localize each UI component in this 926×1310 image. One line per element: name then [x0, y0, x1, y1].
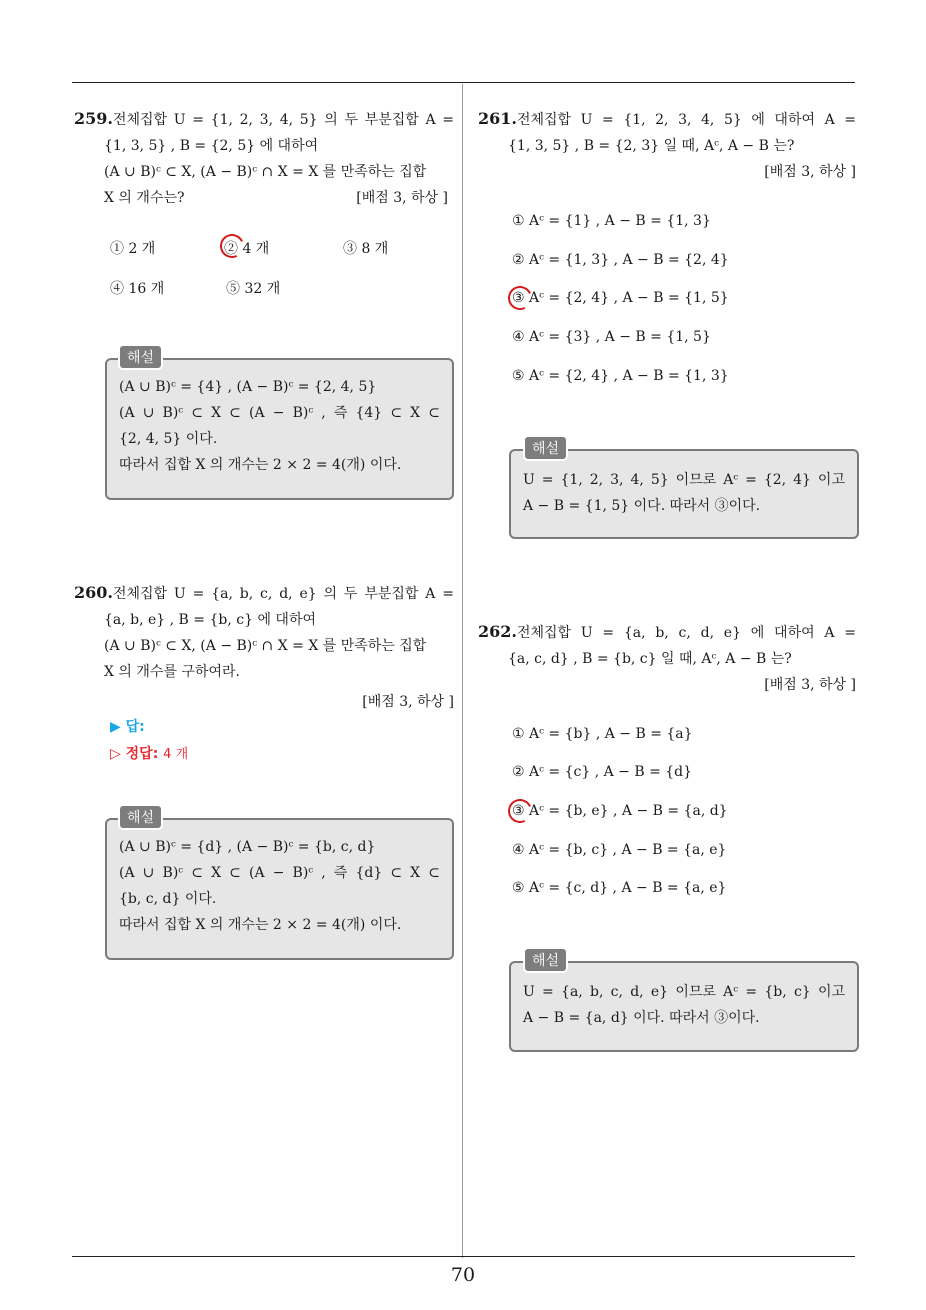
choice-4[interactable]: ④ Aᶜ = {b, c} , A − B = {a, e} [512, 842, 727, 858]
top-rule [72, 82, 855, 83]
choice-2[interactable]: ② Aᶜ = {1, 3} , A − B = {2, 4} [512, 252, 729, 268]
solution-tag: 해설 [118, 344, 163, 370]
choice-3[interactable]: ③ Aᶜ = {2, 4} , A − B = {1, 5} [512, 290, 729, 306]
choice-5[interactable]: ⑤ 32 개 [226, 281, 281, 297]
column-divider [462, 84, 463, 1258]
problem-262 [478, 619, 856, 698]
correct-answer-label: ▷ 정답: [110, 746, 159, 762]
solution-line: U = {a, b, c, d, e} 이므로 Aᶜ = {b, c} 이고 [523, 984, 845, 1000]
choice-3[interactable]: ③ Aᶜ = {b, e} , A − B = {a, d} [512, 803, 728, 819]
solution-tag: 해설 [523, 947, 568, 973]
score-label: [배점 3, 하상 ] [764, 677, 856, 693]
problem-text-line: (A ∪ B)ᶜ ⊂ X, (A − B)ᶜ ∩ X = X 를 만족하는 집합 [104, 164, 427, 180]
problem-259 [74, 106, 454, 211]
problem-text-line: {a, b, e} , B = {b, c} 에 대하여 [104, 612, 316, 628]
solution-box [105, 818, 454, 960]
choice-1[interactable]: ① 2 개 [110, 241, 156, 257]
problem-text-line: 전체집합 U = {a, b, c, d, e} 에 대하여 A = [516, 625, 856, 641]
solution-line: (A ∪ B)ᶜ ⊂ X ⊂ (A − B)ᶜ , 즉 {d} ⊂ X ⊂ [119, 865, 440, 881]
choice-3[interactable]: ③ 8 개 [343, 241, 389, 257]
solution-line: (A ∪ B)ᶜ = {4} , (A − B)ᶜ = {2, 4, 5} [119, 379, 377, 395]
selected-answer-mark [505, 283, 536, 314]
score-label: [배점 3, 하상 ] [764, 164, 856, 180]
choice-1[interactable]: ① Aᶜ = {b} , A − B = {a} [512, 726, 693, 742]
problem-text-line: (A ∪ B)ᶜ ⊂ X, (A − B)ᶜ ∩ X = X 를 만족하는 집합 [104, 638, 427, 654]
bottom-rule [72, 1256, 855, 1257]
problem-text-line: {a, c, d} , B = {b, c} 일 때, Aᶜ, A − B 는? [508, 651, 792, 667]
problem-text-line: 전체집합 U = {1, 2, 3, 4, 5} 에 대하여 A = [516, 112, 856, 128]
correct-answer-value: 4 개 [163, 747, 189, 762]
choice-4[interactable]: ④ 16 개 [110, 281, 165, 297]
solution-box [509, 961, 859, 1052]
score-label: [배점 3, 하상 ] [362, 694, 454, 710]
score-label: [배점 3, 하상 ] [356, 190, 448, 206]
answer-label: ▶ 답: [110, 719, 145, 735]
problem-261 [478, 106, 856, 185]
problem-number: 259. [74, 109, 113, 128]
solution-tag: 해설 [523, 435, 568, 461]
choice-5[interactable]: ⑤ Aᶜ = {c, d} , A − B = {a, e} [512, 880, 727, 896]
solution-line: A − B = {a, d} 이다. 따라서 ③이다. [523, 1010, 760, 1026]
solution-tag: 해설 [118, 804, 163, 830]
problem-text-line: {1, 3, 5} , B = {2, 3} 일 때, Aᶜ, A − B 는? [508, 138, 795, 154]
choice-2[interactable]: ② Aᶜ = {c} , A − B = {d} [512, 764, 693, 780]
choice-5[interactable]: ⑤ Aᶜ = {2, 4} , A − B = {1, 3} [512, 368, 729, 384]
problem-text-line: {1, 3, 5} , B = {2, 5} 에 대하여 [104, 138, 319, 154]
correct-answer [110, 743, 188, 763]
problem-text-line: X 의 개수는? [104, 190, 185, 206]
choice-2[interactable]: ② 4 개 [224, 241, 270, 257]
solution-line: 따라서 집합 X 의 개수는 2 × 2 = 4(개) 이다. [119, 917, 402, 933]
problem-text-line: 전체집합 U = {1, 2, 3, 4, 5} 의 두 부분집합 A = [112, 112, 454, 128]
problem-260 [74, 580, 454, 715]
solution-line: 따라서 집합 X 의 개수는 2 × 2 = 4(개) 이다. [119, 457, 402, 473]
problem-number: 262. [478, 622, 517, 641]
choice-1[interactable]: ① Aᶜ = {1} , A − B = {1, 3} [512, 213, 711, 229]
choice-4[interactable]: ④ Aᶜ = {3} , A − B = {1, 5} [512, 329, 711, 345]
solution-line: (A ∪ B)ᶜ = {d} , (A − B)ᶜ = {b, c, d} [119, 839, 376, 855]
solution-line: (A ∪ B)ᶜ ⊂ X ⊂ (A − B)ᶜ , 즉 {4} ⊂ X ⊂ [119, 405, 440, 421]
solution-line: {2, 4, 5} 이다. [119, 431, 218, 447]
solution-line: {b, c, d} 이다. [119, 891, 217, 907]
problem-text-line: 전체집합 U = {a, b, c, d, e} 의 두 부분집합 A = [112, 586, 454, 602]
problem-number: 260. [74, 583, 113, 602]
solution-box [509, 449, 859, 539]
problem-number: 261. [478, 109, 517, 128]
selected-answer-mark [505, 796, 536, 827]
problem-text-line: X 의 개수를 구하여라. [104, 664, 240, 680]
solution-box [105, 358, 454, 500]
solution-line: A − B = {1, 5} 이다. 따라서 ③이다. [523, 498, 761, 514]
page-number: 70 [450, 1264, 476, 1286]
solution-line: U = {1, 2, 3, 4, 5} 이므로 Aᶜ = {2, 4} 이고 [523, 472, 845, 488]
